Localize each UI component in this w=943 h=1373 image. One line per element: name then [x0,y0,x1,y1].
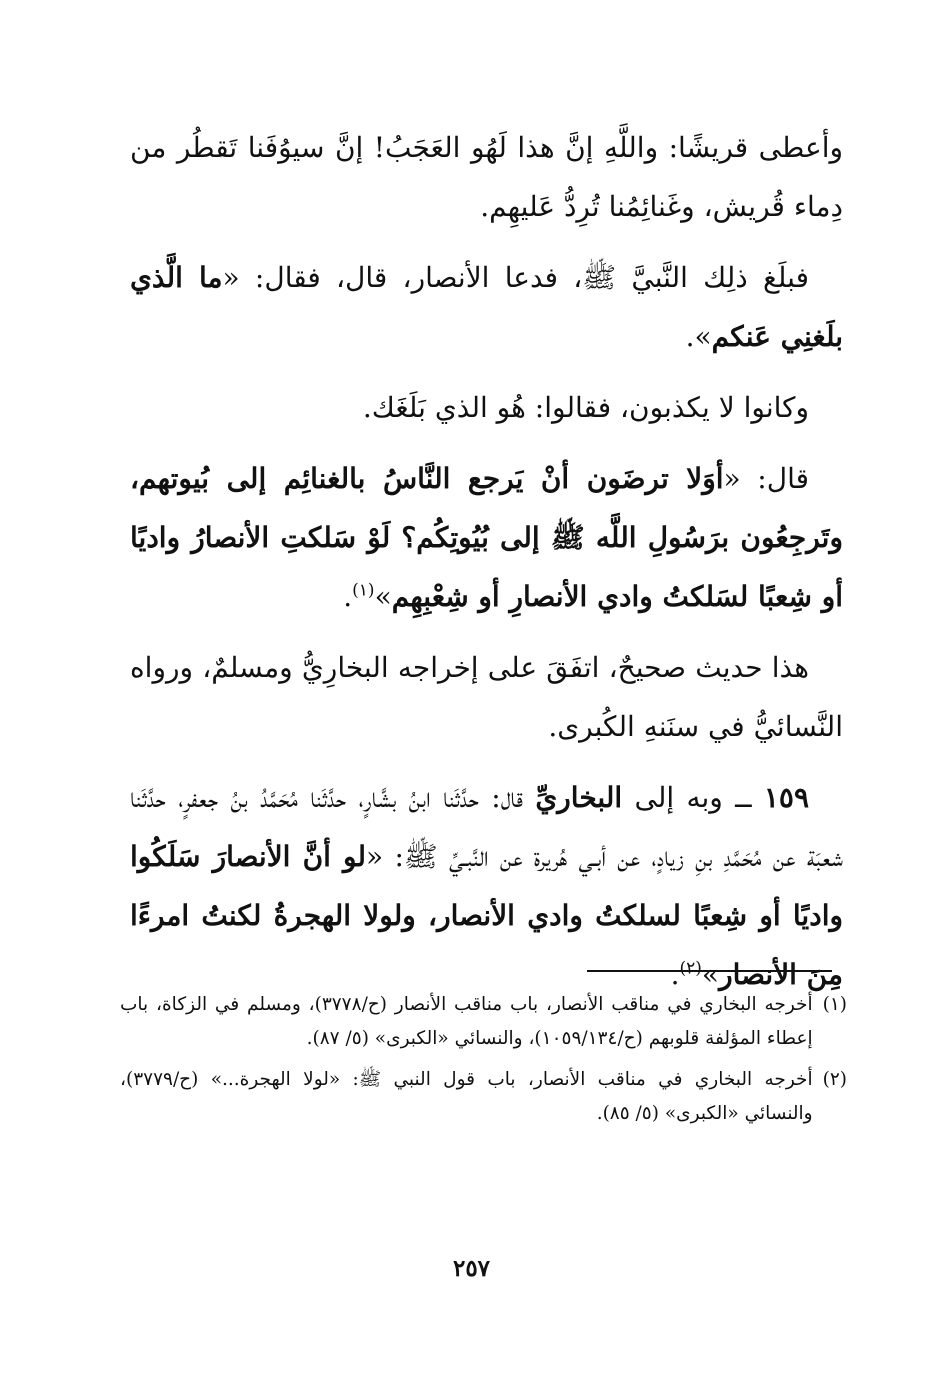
footnote-2 [120,1063,847,1131]
paragraph-6-close-quote: » [701,958,720,991]
page-number: ٢٥٧ [452,1255,491,1282]
footnote-2-number: (٢) [822,1069,847,1090]
paragraph-1 [130,118,843,236]
footnote-divider [587,970,832,972]
hadith-number: ١٥٩ [763,781,810,814]
main-text [130,118,843,1016]
paragraph-4 [130,449,843,626]
paragraph-2-end: ». [685,320,712,353]
paragraph-5-text: هذا حديث صحيحٌ، اتفَقَ على إخراجه البخارِيُّ ومسلمٌ، ورواه النَّسائيُّ في سنَنهِ الكُبرى. [130,651,843,743]
footnotes [120,988,847,1138]
footnote-ref-1[interactable]: (١) [352,580,375,601]
paragraph-6-bukhari: البخاريِّ [535,781,623,814]
footnote-ref-2[interactable]: (٢) [679,958,702,979]
paragraph-3 [130,378,843,437]
paragraph-6 [130,768,843,1004]
footnote-1 [120,988,847,1056]
paragraph-2-quote: ما الَّذي بلَغنِي عَنكم [130,261,843,353]
paragraph-6-text: ــ وبه إلى [622,781,764,814]
paragraph-5 [130,638,843,756]
paragraph-3-text: وكانوا لا يكذبون، فقالوا: هُو الذي بَلَغَك. [362,391,809,424]
paragraph-4-end: . [343,580,353,613]
paragraph-4-quote: أوَلا ترضَون أنْ يَرجع النَّاسُ بالغنائِم إلى بُيوتهم، وتَرجِعُون برَسُولِ اللَّه ﷺ إلى بُيُوتِكُم؟ لَوْ سَلكتِ الأنصارُ واديًا أو شِعبًا لسَلكتُ وادي الأنصارِ أو شِعْبِهِم [130,462,843,613]
paragraph-6-quote: لو أنَّ الأنصارَ سَلَكُوا واديًا أو شِعبًا لسلكتُ وادي الأنصار، ولولا الهجرةُ لكنتُ امرءًا مِنَ الأنصار [130,840,843,991]
paragraph-2 [130,248,843,366]
footnote-1-number: (١) [822,994,847,1015]
footnote-1-text: أخرجه البخاري في مناقب الأنصار، باب مناقب الأنصار (ح/٣٧٧٨)، ومسلم في الزكاة، باب إعطاء المؤلفة قلوبهم (ح/١٠٥٩/١٣٤)، والنسائي «الكبرى» (٥/ ٨٧). [120,994,813,1049]
paragraph-6-chain: قال: حدَّثَنا ابنُ بشَّارٍ، حدَّثَنا مُحَمَّدُ بنُ جعفرٍ، حدَّثَنا شعبَة عن مُحَمَّدِ بنِ زيادٍ، عن أبـي هُريرة عن النَّبـيِّ ﷺ: « [130,781,843,873]
paragraph-6-end: . [670,958,680,991]
paragraph-4-text: قال: « [723,462,809,495]
paragraph-1-text: وأعطى قريشًا: واللَّهِ إنَّ هذا لَهُو العَجَبُ! إنَّ سيوُفَنا تَقطُر من دِماء قُريش، وغَنائِمُنا تُرِدُّ عَليهِم. [130,131,843,223]
footnote-2-text: أخرجه البخاري في مناقب الأنصار، باب قول النبي ﷺ: «لولا الهجرة...» (ح/٣٧٧٩)، والنسائي «الكبرى» (٥/ ٨٥). [120,1069,813,1124]
paragraph-2-text: فبلَغ ذلِك النَّبيَّ ﷺ، فدعا الأنصار، قال، فقال: « [222,261,810,294]
paragraph-4-close-quote: » [374,580,392,613]
